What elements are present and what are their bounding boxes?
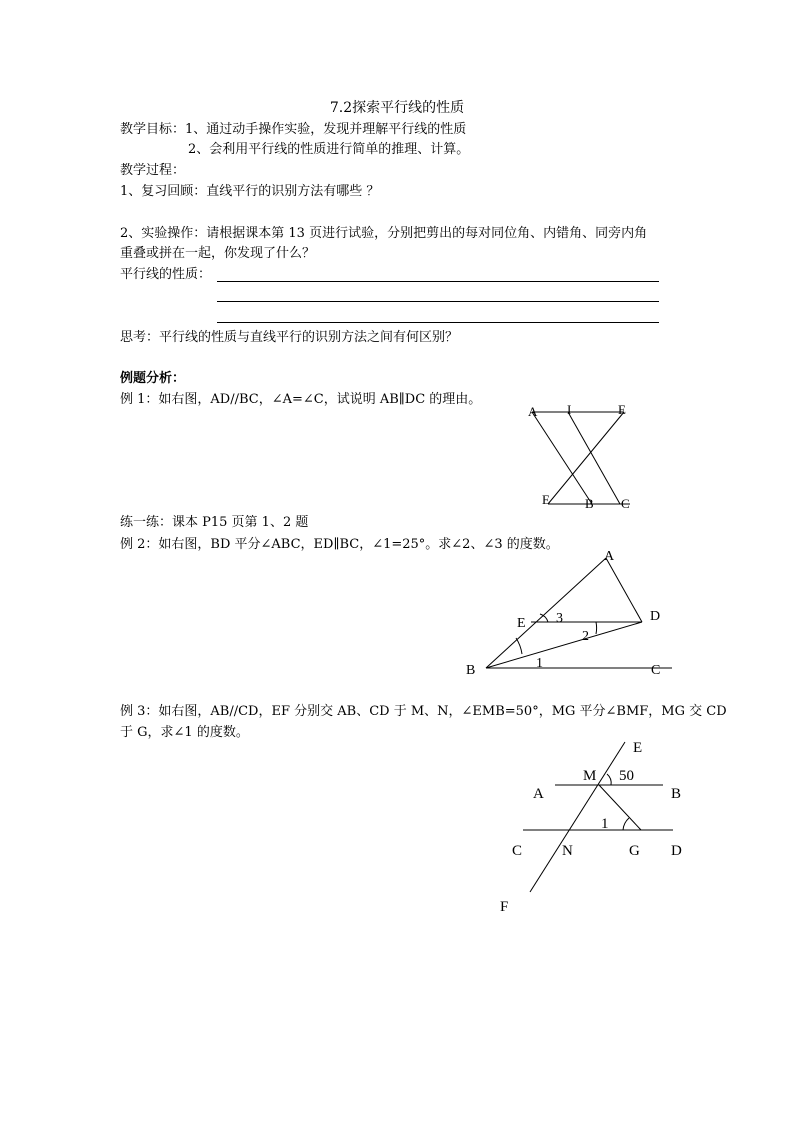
angle-1-label: 1 [536, 656, 543, 671]
segment-bd [486, 622, 642, 668]
angle-3-label: 3 [556, 611, 563, 626]
example-2-text: 例 2：如右图，BD 平分∠ABC，ED∥BC，∠1=25°。求∠2、∠3 的度数。 [120, 537, 559, 552]
figure-1-diagram [520, 398, 640, 511]
label-b: B [671, 786, 682, 802]
label-c: C [621, 496, 630, 511]
example-1-text: 例 1：如右图，AD//BC，∠A=∠C，试说明 AB∥DC 的理由。 [120, 392, 482, 407]
example-3-line-1: 例 3：如右图，AB//CD，EF 分别交 AB、CD 于 M、N，∠EMB=50°，MG 平分∠BMF，MG 交 CD [120, 704, 727, 719]
review-question: 1、复习回顾：直线平行的识别方法有哪些 ？ [120, 184, 380, 199]
segment-ab [532, 412, 592, 504]
property-label: 平行线的性质： [120, 267, 212, 282]
label-e-top: E [618, 402, 626, 417]
label-b: B [585, 496, 594, 511]
label-f: F [500, 899, 509, 915]
segment-ba [486, 558, 606, 668]
label-c: C [512, 843, 523, 859]
label-n: N [562, 843, 573, 859]
figure-3-diagram [495, 730, 695, 915]
angle-2-label: 2 [582, 629, 589, 644]
label-g: G [629, 843, 640, 859]
example-3-line-2: 于 G，求∠1 的度数。 [120, 725, 249, 740]
label-a: A [604, 549, 615, 564]
angle-1-arc [623, 818, 629, 830]
angle-50-label: 50 [619, 768, 634, 784]
answer-blank-3[interactable] [217, 322, 659, 323]
answer-blank-1[interactable] [217, 281, 659, 282]
label-e: E [633, 740, 643, 756]
think-question: 思考：平行线的性质与直线平行的识别方法之间有何区别？ [120, 330, 459, 345]
practice-text: 练一练：课本 P15 页第 1、2 题 [120, 515, 309, 530]
process-label: 教学过程： [120, 163, 186, 178]
label-a: A [528, 404, 538, 419]
label-m: M [583, 768, 597, 784]
experiment-line-2: 重叠或拼在一起，你发现了什么？ [120, 246, 316, 261]
objectives-line-1: 教学目标：1、通过动手操作实验，发现并理解平行线的性质 [120, 122, 467, 137]
label-e: E [517, 616, 526, 631]
examples-heading: 例题分析： [120, 371, 186, 386]
objectives-line-2: 2、会利用平行线的性质进行简单的推理、计算。 [188, 142, 470, 157]
segment-ad [606, 558, 642, 622]
label-i: I [567, 402, 572, 417]
figure-2-diagram [460, 548, 680, 676]
label-d: D [650, 609, 661, 624]
label-b: B [466, 663, 476, 678]
label-c: C [651, 663, 661, 678]
angle-2-arc [596, 622, 597, 634]
line-ef [530, 742, 625, 892]
experiment-line-1: 2、实验操作：请根据课本第 13 页进行试验，分别把剪出的每对同位角、内错角、同旁内角 [120, 226, 648, 241]
label-d: D [671, 843, 682, 859]
label-a: A [533, 786, 544, 802]
angle-b-arc [516, 638, 522, 654]
angle-50-arc [607, 774, 611, 785]
page-title: 7.2探索平行线的性质 [329, 100, 465, 116]
label-e-bottom: E [542, 492, 550, 507]
answer-blank-2[interactable] [217, 301, 659, 302]
angle-1-label: 1 [601, 816, 609, 832]
